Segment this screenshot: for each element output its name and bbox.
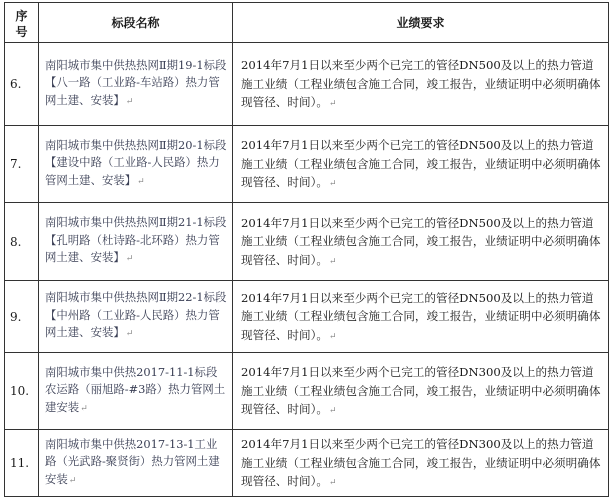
header-seq-line1: 序	[15, 8, 28, 23]
table-row	[5, 281, 609, 353]
requirement-cell	[233, 203, 609, 281]
paragraph-mark-icon: ↵	[328, 256, 337, 267]
requirement-text: 2014年7月1日以来至少两个已完工的管径DN300及以上的热力管道施工业绩（工程业绩包含施工合同，竣工报告，业绩证明中必须明确体现管径、时间）。	[241, 365, 601, 417]
paragraph-mark-icon: ↵	[328, 99, 337, 110]
section-name-cell	[39, 281, 233, 353]
row-number: 7.	[5, 126, 39, 203]
paragraph-mark-icon: ↵	[125, 329, 134, 340]
paragraph-mark-icon: ↵	[80, 403, 88, 414]
requirement-text: 2014年7月1日以来至少两个已完工的管径DN300及以上的热力管道施工业绩（工程业绩包含施工合同，竣工报告，业绩证明中必须明确体现管径、时间）。	[241, 437, 601, 489]
requirement-cell	[233, 353, 609, 430]
table-row	[5, 43, 609, 126]
header-name: 标段名称	[39, 3, 233, 43]
row-number: 10.	[5, 353, 39, 430]
requirement-cell	[233, 281, 609, 353]
requirement-cell	[233, 126, 609, 203]
section-name: 南阳城市集中供热热网Ⅱ期21-1标段【孔明路（杜诗路-北环路）热力管网土建、安装】	[45, 215, 227, 265]
table-row	[5, 430, 609, 497]
paragraph-mark-icon: ↵	[125, 254, 134, 265]
section-name: 南阳城市集中供热热网Ⅱ期19-1标段【八一路（工业路-车站路）热力管网土建、安装】	[45, 57, 227, 107]
paragraph-mark-icon: ↵	[125, 96, 134, 107]
table-row	[5, 203, 609, 281]
requirement-text: 2014年7月1日以来至少两个已完工的管径DN500及以上的热力管道施工业绩（工程业绩包含施工合同，竣工报告，业绩证明中必须明确体现管径、时间）。	[241, 58, 601, 110]
requirement-text: 2014年7月1日以来至少两个已完工的管径DN500及以上的热力管道施工业绩（工程业绩包含施工合同，竣工报告，业绩证明中必须明确体现管径、时间）。	[241, 290, 601, 342]
section-name-cell	[39, 43, 233, 126]
paragraph-mark-icon: ↵	[328, 179, 337, 190]
paragraph-mark-icon: ↵	[137, 176, 145, 187]
header-requirement: 业绩要求	[233, 3, 609, 43]
header-seq-line2: 号	[15, 24, 28, 39]
paragraph-mark-icon: ↵	[328, 406, 337, 417]
section-name: 南阳城市集中供热2017-11-1标段农运路（丽旭路-#3路）热力管网土建安装	[45, 364, 226, 414]
section-name-cell	[39, 126, 233, 203]
requirement-text: 2014年7月1日以来至少两个已完工的管径DN500及以上的热力管道施工业绩（工程业绩包含施工合同，竣工报告，业绩证明中必须明确体现管径、时间）。	[241, 138, 601, 190]
section-name-cell	[39, 430, 233, 497]
section-name-cell	[39, 203, 233, 281]
paragraph-mark-icon: ↵	[328, 331, 337, 342]
table-header-row	[5, 3, 609, 43]
row-number: 8.	[5, 203, 39, 281]
section-name: 南阳城市集中供热2017-13-1工业路（光武路-聚贤街）热力管网土建安装	[45, 436, 220, 486]
requirement-cell	[233, 430, 609, 497]
bid-section-table	[4, 2, 609, 497]
table-row	[5, 353, 609, 430]
paragraph-mark-icon: ↵	[68, 475, 77, 486]
paragraph-mark-icon: ↵	[328, 478, 337, 489]
row-number: 9.	[5, 281, 39, 353]
section-name: 南阳城市集中供热热网Ⅱ期22-1标段【中州路（工业路-人民路）热力管网土建、安装】	[45, 290, 227, 340]
table-row	[5, 126, 609, 203]
header-seq	[5, 3, 39, 43]
section-name: 南阳城市集中供热热网Ⅱ期20-1标段【建设中路（工业路-人民路）热力管网土建、安装】	[45, 137, 227, 187]
row-number: 11.	[5, 430, 39, 497]
section-name-cell	[39, 353, 233, 430]
requirement-cell	[233, 43, 609, 126]
row-number: 6.	[5, 43, 39, 126]
requirement-text: 2014年7月1日以来至少两个已完工的管径DN500及以上的热力管道施工业绩（工程业绩包含施工合同，竣工报告，业绩证明中必须明确体现管径、时间）。	[241, 215, 601, 267]
